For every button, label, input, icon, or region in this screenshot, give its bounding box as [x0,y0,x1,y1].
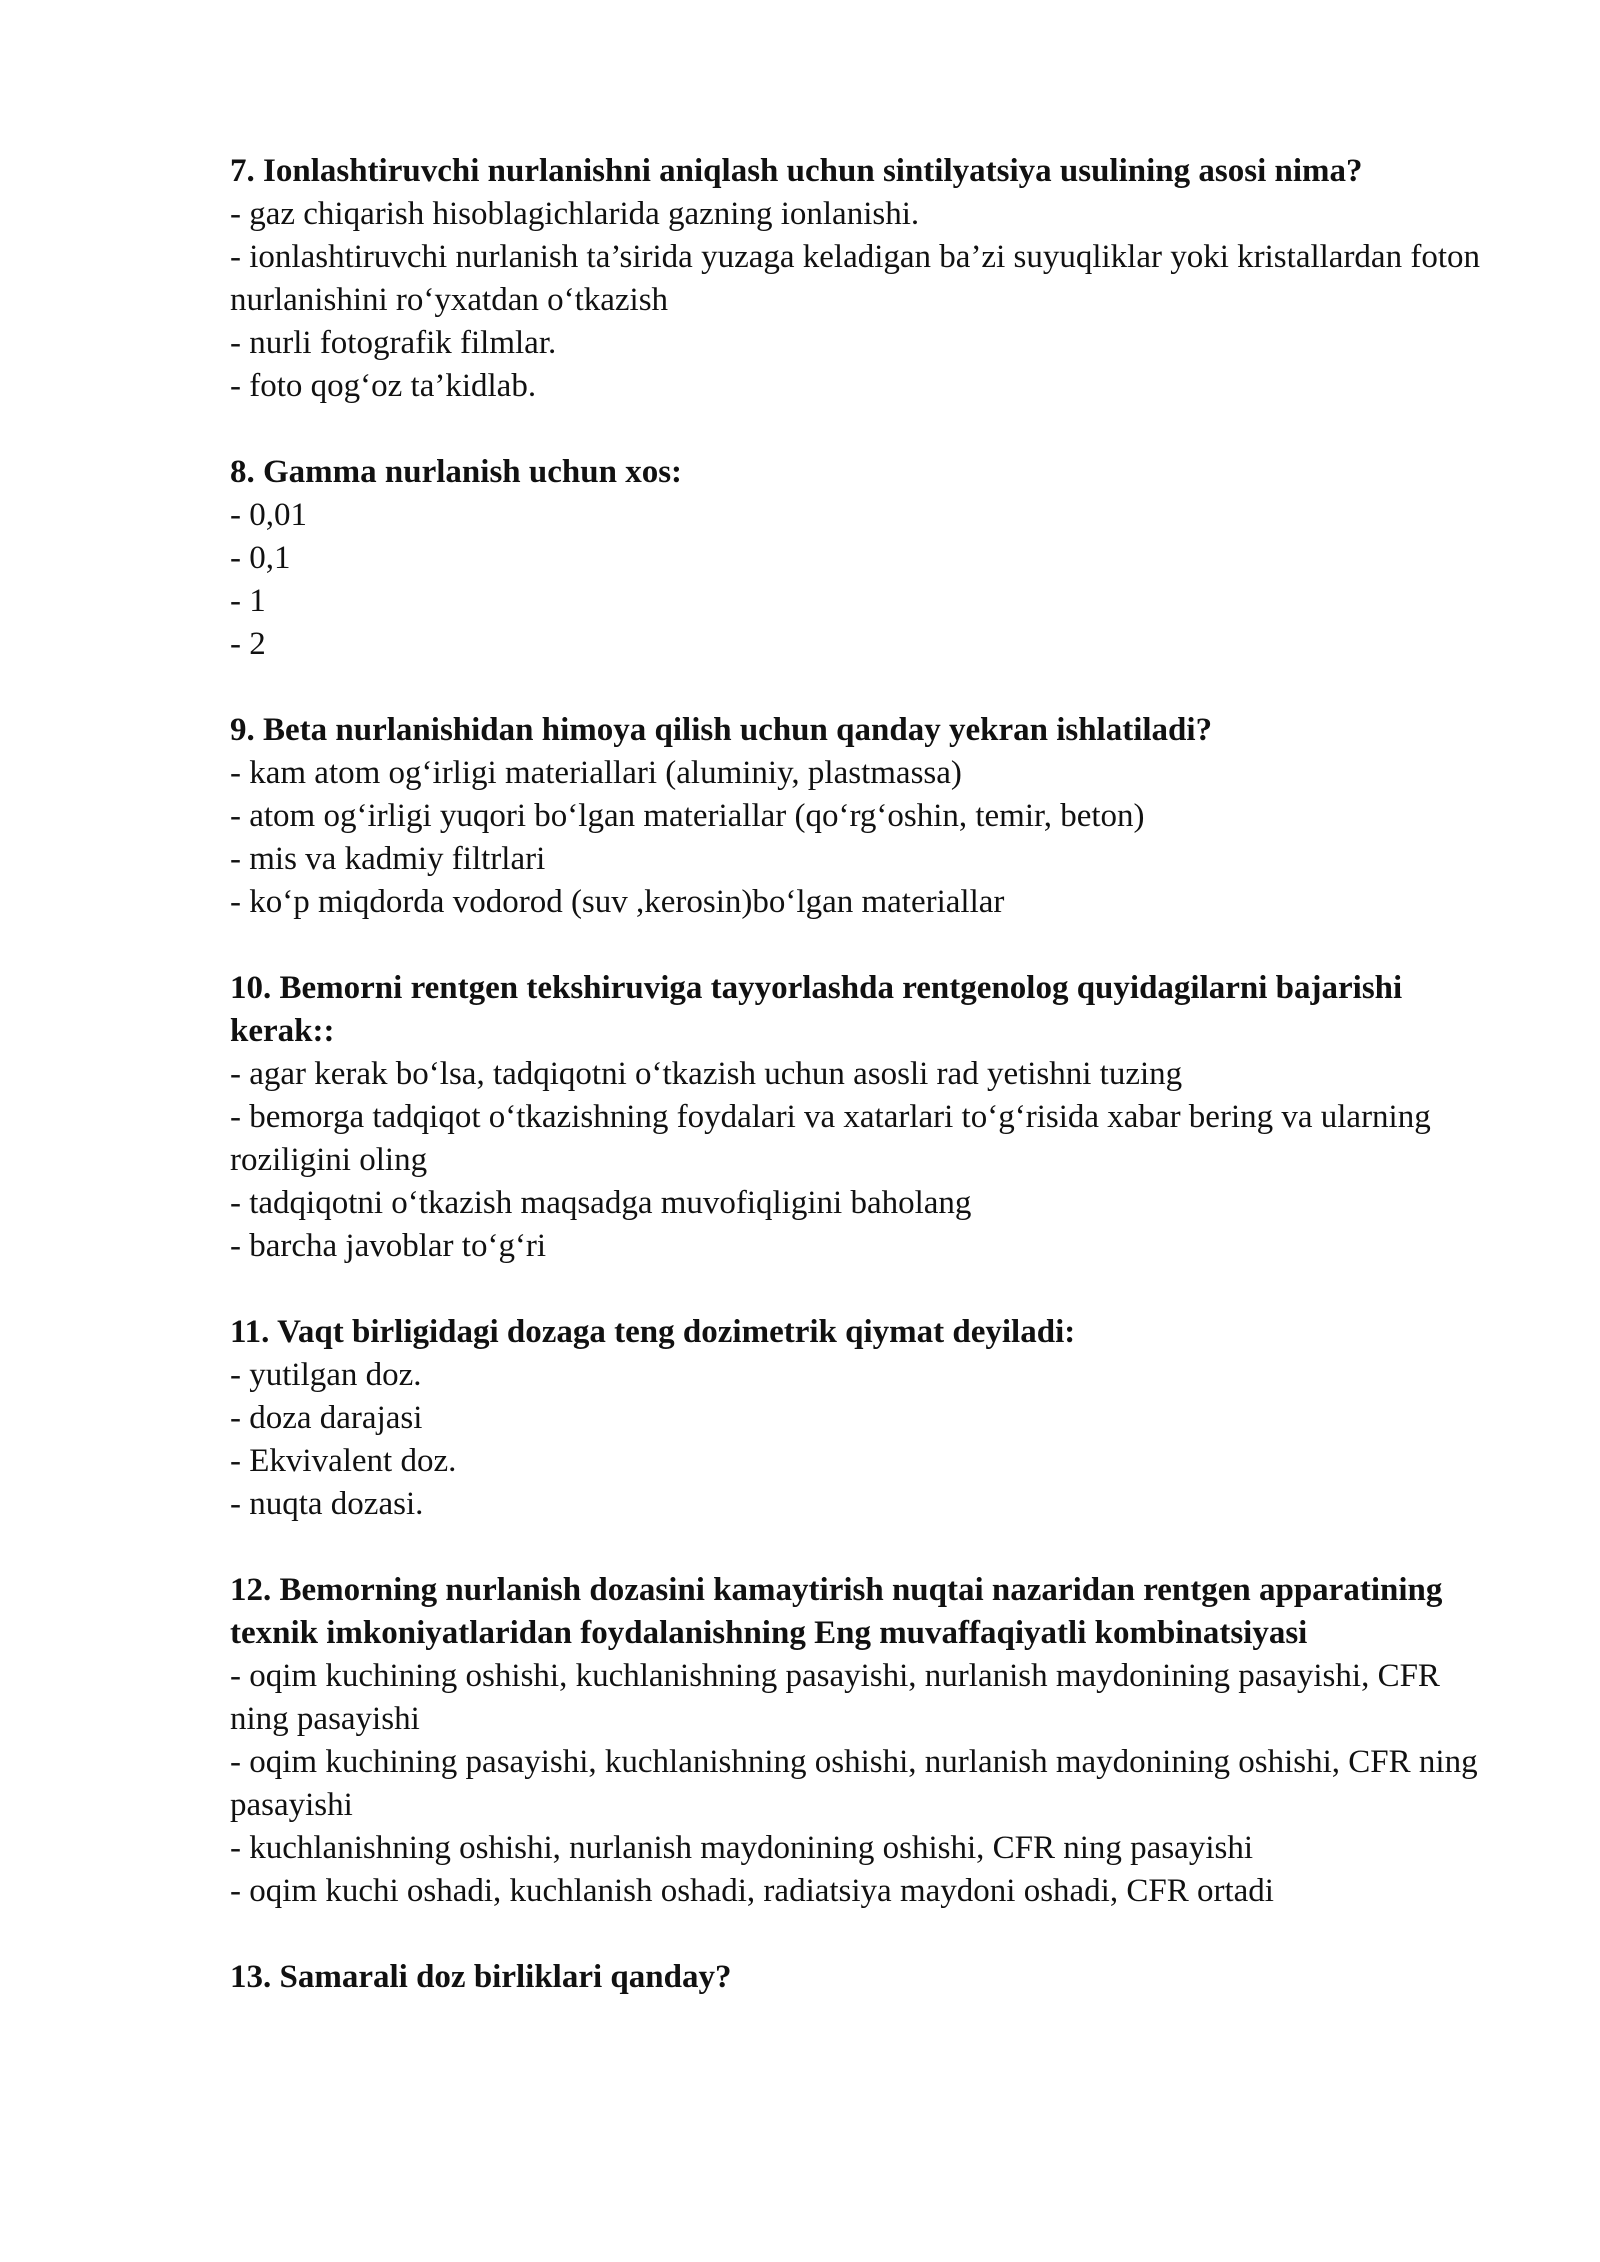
answer-option: - gaz chiqarish hisoblagichlarida gazning ionlanishi. [230,196,920,232]
answer-option: - 0,1 [230,540,291,576]
question-block [230,967,1490,1268]
answer-option: - foto qog‘oz ta’kidlab. [230,368,537,404]
question-block [230,709,1490,924]
answer-option: - ko‘p miqdorda vodorod (suv ,kerosin)bo‘lgan materiallar [230,884,1005,920]
answer-option: - mis va kadmiy filtrlari [230,841,546,877]
answer-option: - 2 [230,626,266,662]
answer-option: - yutilgan doz. [230,1357,422,1393]
question-title: 12. Bemorning nurlanish dozasini kamaytirish nuqtai nazaridan rentgen apparatining texnik imkoniyatlaridan foydalanishning Eng muvaffaqiyatli kombinatsiyasi [230,1572,1443,1651]
question-title: 9. Beta nurlanishidan himoya qilish uchun qanday yekran ishlatiladi? [230,712,1213,748]
question-block [230,1569,1490,1913]
answer-option: - nuqta dozasi. [230,1486,424,1522]
question-title: 8. Gamma nurlanish uchun xos: [230,454,683,490]
answer-option: - oqim kuchining oshishi, kuchlanishning pasayishi, nurlanish maydonining pasayishi, CFR ning pasayishi [230,1658,1440,1737]
answer-option: - tadqiqotni o‘tkazish maqsadga muvofiqligini baholang [230,1185,972,1221]
answer-option: - Ekvivalent doz. [230,1443,457,1479]
question-block [230,1956,1490,1999]
answer-option: - kam atom og‘irligi materiallari (aluminiy, plastmassa) [230,755,962,791]
question-title: 7. Ionlashtiruvchi nurlanishni aniqlash uchun sintilyatsiya usulining asosi nima? [230,153,1363,189]
question-title: 10. Bemorni rentgen tekshiruviga tayyorlashda rentgenolog quyidagilarni bajarishi kerak:: [230,970,1403,1049]
answer-option: - atom og‘irligi yuqori bo‘lgan materiallar (qo‘rg‘oshin, temir, beton) [230,798,1145,834]
question-block [230,150,1490,408]
answer-option: - ionlashtiruvchi nurlanish ta’sirida yuzaga keladigan ba’zi suyuqliklar yoki kristallardan foton nurlanishini ro‘yxatdan o‘tkazish [230,239,1480,318]
question-block [230,1311,1490,1526]
answer-option: - kuchlanishning oshishi, nurlanish maydonining oshishi, CFR ning pasayishi [230,1830,1253,1866]
question-list [230,150,1490,1999]
answer-option: - 1 [230,583,266,619]
answer-option: - agar kerak bo‘lsa, tadqiqotni o‘tkazish uchun asosli rad yetishni tuzing [230,1056,1183,1092]
document-page [230,150,1490,2042]
answer-option: - barcha javoblar to‘g‘ri [230,1228,547,1264]
question-title: 11. Vaqt birligidagi dozaga teng dozimetrik qiymat deyiladi: [230,1314,1076,1350]
answer-option: - oqim kuchining pasayishi, kuchlanishning oshishi, nurlanish maydonining oshishi, CFR ning pasayishi [230,1744,1478,1823]
answer-option: - 0,01 [230,497,307,533]
answer-option: - oqim kuchi oshadi, kuchlanish oshadi, radiatsiya maydoni oshadi, CFR ortadi [230,1873,1274,1909]
answer-option: - bemorga tadqiqot o‘tkazishning foydalari va xatarlari to‘g‘risida xabar bering va ularning roziligini oling [230,1099,1431,1178]
question-block [230,451,1490,666]
answer-option: - nurli fotografik filmlar. [230,325,557,361]
question-title: 13. Samarali doz birliklari qanday? [230,1959,732,1995]
answer-option: - doza darajasi [230,1400,423,1436]
